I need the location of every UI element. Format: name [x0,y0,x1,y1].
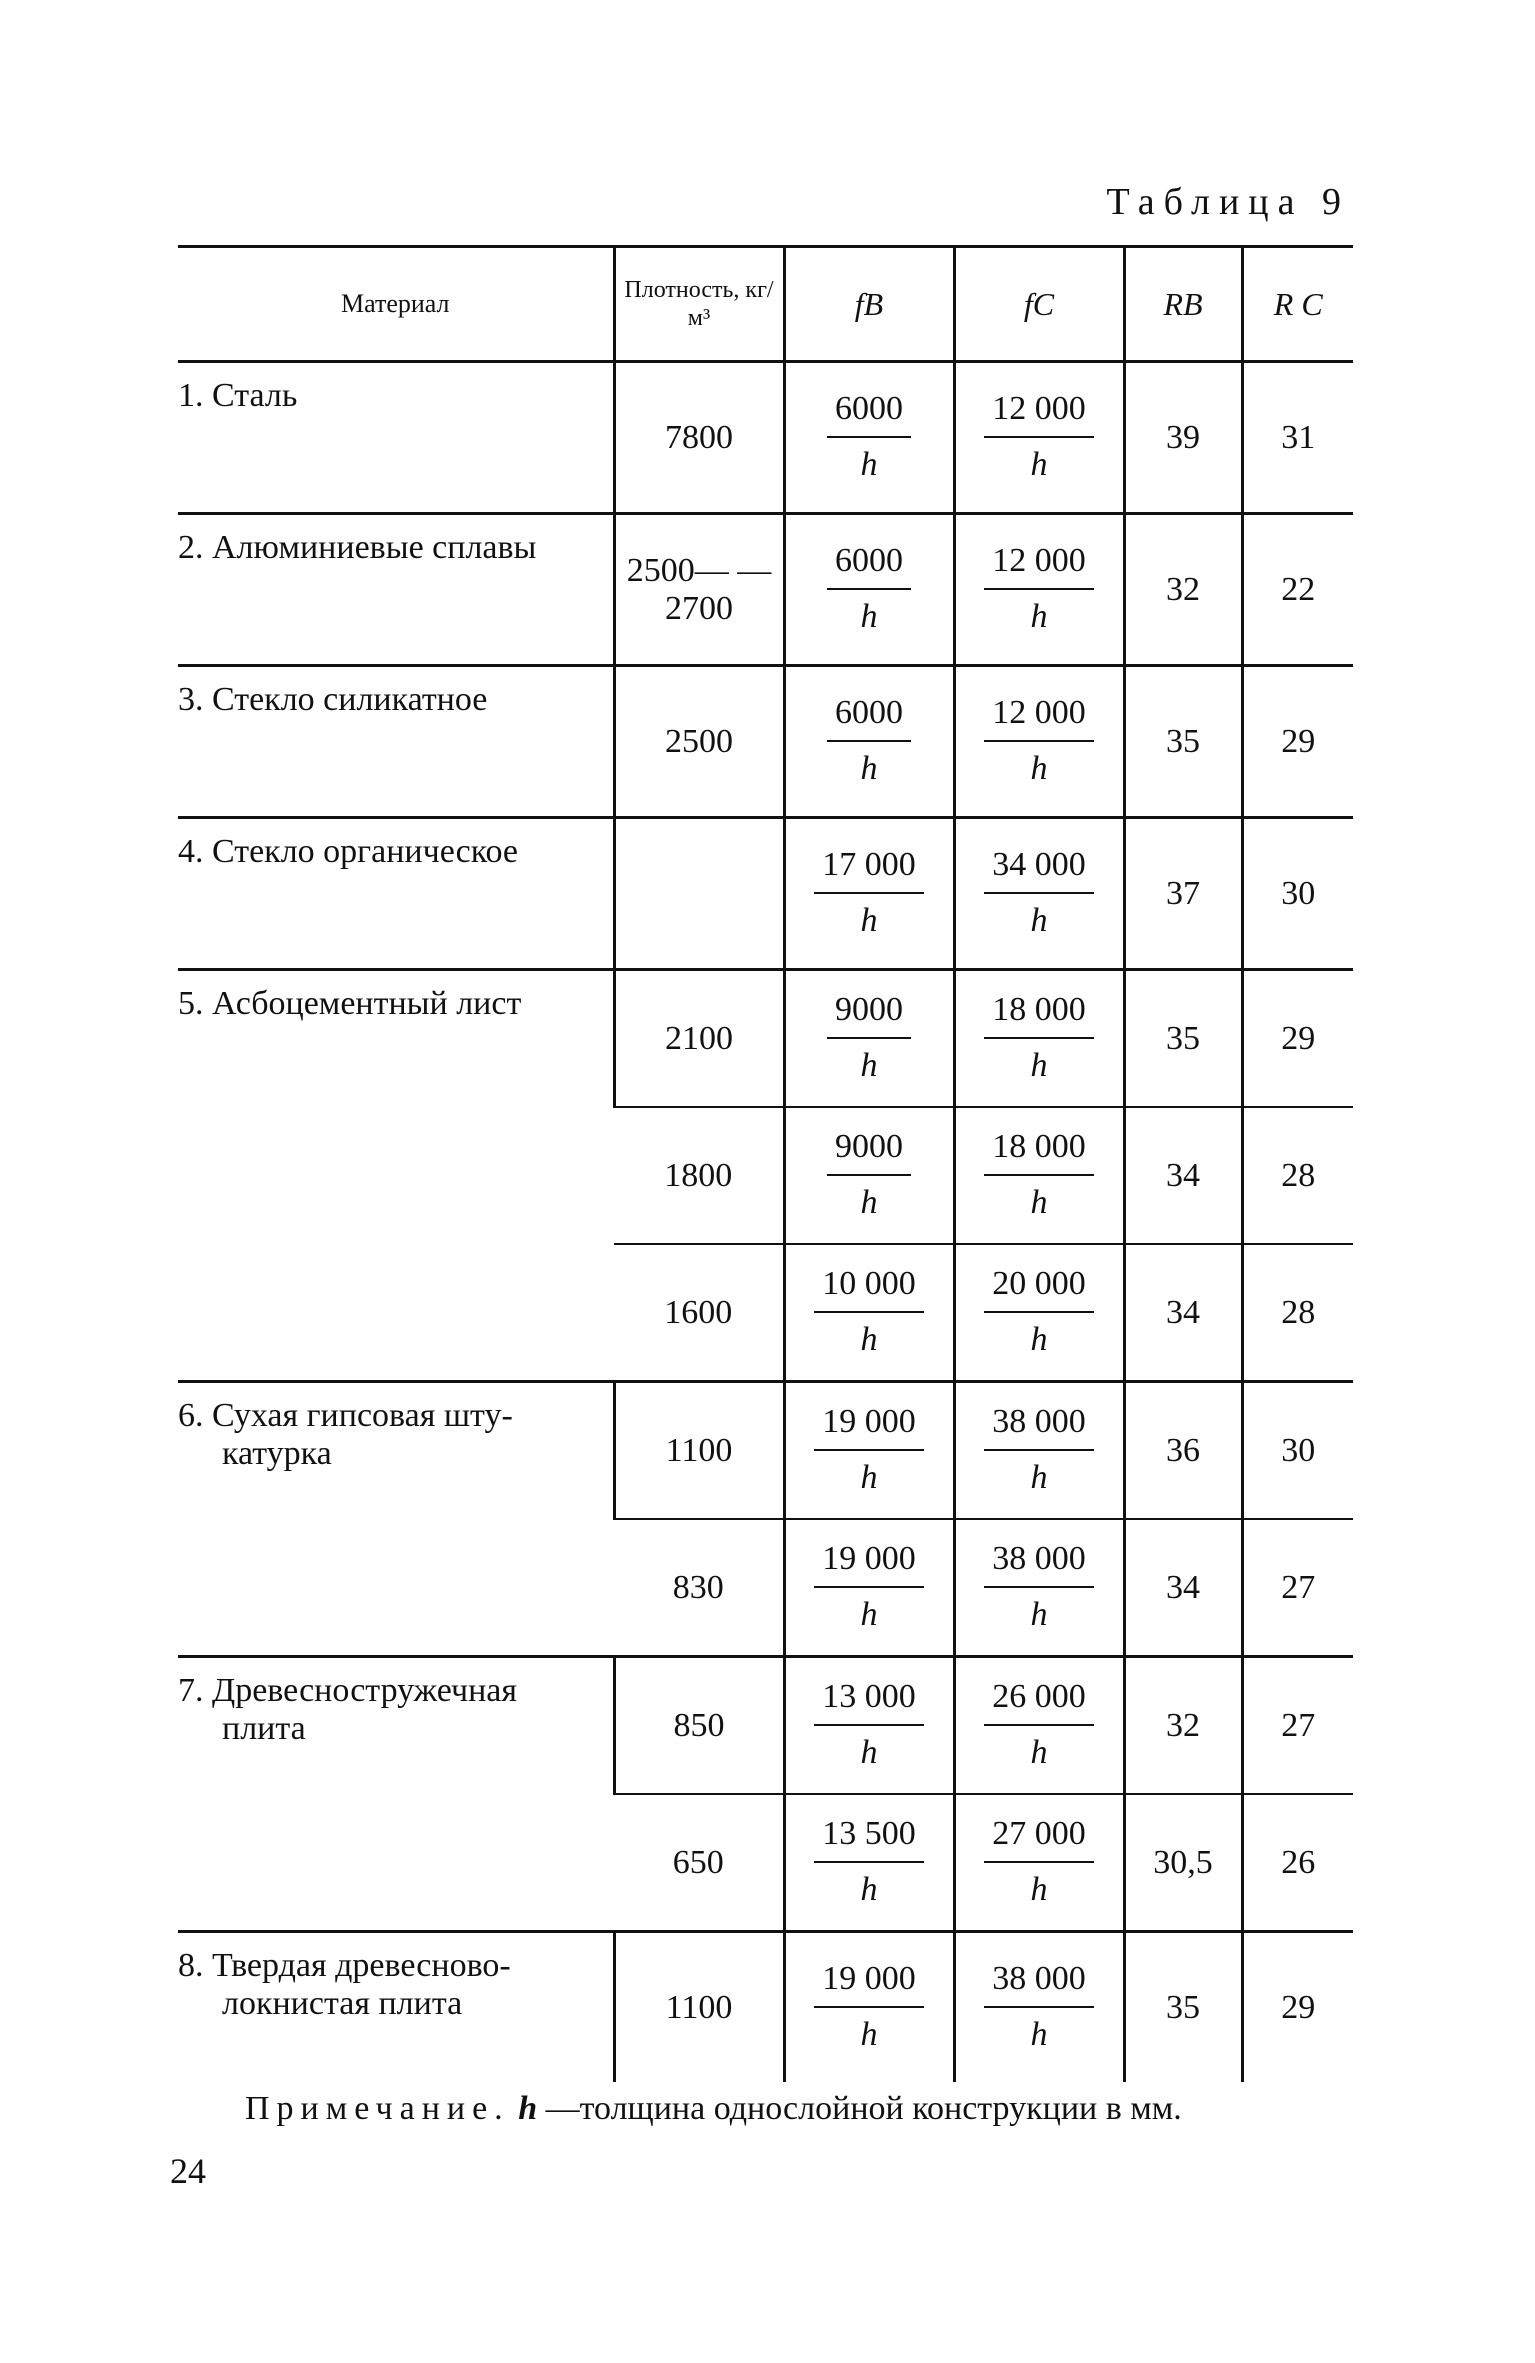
density-cell: 1100 [614,1932,784,2083]
fb-cell [784,1794,954,1932]
fb-cell-fraction [814,1677,924,1771]
material-name: 3. Стекло силикатное [178,681,488,718]
fb-cell [784,1244,954,1382]
rb-cell: 37 [1124,818,1242,970]
fc-cell-fraction [984,389,1094,483]
fc-cell-numerator: 38 000 [984,1542,1094,1588]
rc-cell: 29 [1242,1932,1353,2083]
fb-cell-fraction [814,845,924,939]
material-cell [178,1657,614,1932]
fc-cell-fraction [984,541,1094,635]
fb-cell-denominator: h [860,1046,878,1084]
fb-cell-denominator: h [860,901,878,939]
fc-cell-fraction [984,1402,1094,1496]
rb-cell: 39 [1124,362,1242,514]
rc-cell: 29 [1242,970,1353,1108]
fc-cell-denominator: h [1030,2015,1048,2053]
fc-cell-numerator: 38 000 [984,1962,1094,2008]
rb-cell: 32 [1124,514,1242,666]
table-row [178,362,1353,514]
fb-cell-denominator: h [860,749,878,787]
fc-cell-numerator: 27 000 [984,1817,1094,1863]
rb-cell: 32 [1124,1657,1242,1795]
fc-cell [954,1932,1124,2083]
fb-cell-numerator: 10 000 [814,1267,924,1313]
fb-cell-fraction [814,1402,924,1496]
fb-cell-fraction [827,389,911,483]
header-fb: fB [784,247,954,362]
fb-cell-numerator: 19 000 [814,1962,924,2008]
rc-cell: 28 [1242,1107,1353,1244]
fc-cell-denominator: h [1030,1595,1048,1633]
fb-cell-denominator: h [860,1595,878,1633]
fc-cell-denominator: h [1030,1733,1048,1771]
footnote-label: Примечание. [245,2090,510,2127]
fc-cell [954,1794,1124,1932]
fc-cell-denominator: h [1030,1320,1048,1358]
rb-cell: 34 [1124,1519,1242,1657]
fc-cell-fraction [984,1814,1094,1908]
table-body [178,362,1353,2083]
fb-cell-denominator: h [860,1320,878,1358]
fb-cell-numerator: 9000 [827,993,911,1039]
rb-cell: 35 [1124,1932,1242,2083]
fc-cell [954,818,1124,970]
header-rb: RB [1124,247,1242,362]
fb-cell-denominator: h [860,445,878,483]
material-cell [178,514,614,666]
rc-cell: 28 [1242,1244,1353,1382]
header-rc: R C [1242,247,1353,362]
materials-table [178,245,1353,2082]
fb-cell-numerator: 6000 [827,544,911,590]
rb-cell: 35 [1124,666,1242,818]
fb-cell-numerator: 13 500 [814,1817,924,1863]
fb-cell [784,970,954,1108]
fb-cell-fraction [827,541,911,635]
table-header-row [178,247,1353,362]
rb-cell: 30,5 [1124,1794,1242,1932]
fb-cell-fraction [827,693,911,787]
density-cell: 1100 [614,1382,784,1520]
fb-cell-fraction [827,1127,911,1221]
density-cell: 650 [614,1794,784,1932]
rc-cell: 26 [1242,1794,1353,1932]
table-row [178,514,1353,666]
fc-cell-fraction [984,1677,1094,1771]
fc-cell [954,1519,1124,1657]
fc-cell-denominator: h [1030,1870,1048,1908]
density-cell: 830 [614,1519,784,1657]
rc-cell: 27 [1242,1519,1353,1657]
rc-cell: 29 [1242,666,1353,818]
fb-cell [784,666,954,818]
fc-cell-fraction [984,1127,1094,1221]
fc-cell [954,1382,1124,1520]
fb-cell-numerator: 19 000 [814,1405,924,1451]
fb-cell-numerator: 6000 [827,392,911,438]
fb-cell-numerator: 9000 [827,1130,911,1176]
fc-cell [954,514,1124,666]
density-cell: 850 [614,1657,784,1795]
fb-cell-numerator: 6000 [827,696,911,742]
rb-cell: 36 [1124,1382,1242,1520]
fb-cell [784,1519,954,1657]
header-fc: fC [954,247,1124,362]
fb-cell-numerator: 17 000 [814,848,924,894]
density-cell: 7800 [614,362,784,514]
fb-cell-fraction [814,1539,924,1633]
fc-cell [954,1107,1124,1244]
fc-cell-numerator: 18 000 [984,993,1094,1039]
rb-cell: 34 [1124,1244,1242,1382]
rb-cell: 35 [1124,970,1242,1108]
material-name: 1. Сталь [178,377,298,414]
fc-cell [954,666,1124,818]
fc-cell-fraction [984,1539,1094,1633]
fb-cell-fraction [814,1264,924,1358]
page-number: 24 [170,2151,206,2191]
material-name-continued: локнистая плита [222,1985,463,2022]
table-row [178,1657,1353,1795]
rc-cell: 22 [1242,514,1353,666]
fb-cell-numerator: 19 000 [814,1542,924,1588]
fc-cell [954,970,1124,1108]
fc-cell-numerator: 18 000 [984,1130,1094,1176]
header-material: Материал [178,247,614,362]
fc-cell-numerator: 38 000 [984,1405,1094,1451]
material-name: 5. Асбоцементный лист [178,985,522,1022]
fb-cell-denominator: h [860,1733,878,1771]
table-row [178,970,1353,1108]
material-name: 6. Сухая гипсовая шту- [178,1397,513,1434]
fc-cell-numerator: 12 000 [984,392,1094,438]
fc-cell-fraction [984,990,1094,1084]
fc-cell-denominator: h [1030,597,1048,635]
material-cell [178,1932,614,2083]
fc-cell-fraction [984,1264,1094,1358]
material-name: 2. Алюминиевые сплавы [178,529,537,566]
material-cell [178,970,614,1382]
fb-cell-denominator: h [860,1870,878,1908]
footnote-text: —толщина однослойной конструкции в мм. [545,2090,1182,2127]
rb-cell: 34 [1124,1107,1242,1244]
material-cell [178,1382,614,1657]
density-cell: 2100 [614,970,784,1108]
footnote-symbol: h [518,2090,538,2127]
fc-cell-numerator: 26 000 [984,1680,1094,1726]
fc-cell-numerator: 12 000 [984,696,1094,742]
fc-cell-numerator: 12 000 [984,544,1094,590]
fb-cell-numerator: 13 000 [814,1680,924,1726]
fb-cell-fraction [814,1814,924,1908]
fc-cell-denominator: h [1030,1183,1048,1221]
density-cell: 1600 [614,1244,784,1382]
rc-cell: 27 [1242,1657,1353,1795]
fc-cell-denominator: h [1030,1046,1048,1084]
fb-cell-denominator: h [860,1458,878,1496]
material-name: 4. Стекло органическое [178,833,519,870]
fc-cell-numerator: 20 000 [984,1267,1094,1313]
fb-cell-fraction [814,1959,924,2053]
density-cell: 1800 [614,1107,784,1244]
material-cell [178,818,614,970]
fb-cell-denominator: h [860,1183,878,1221]
fb-cell [784,362,954,514]
table-caption: Таблица 9 [1106,181,1350,223]
density-cell [614,818,784,970]
material-name: 7. Древесностружечная [178,1672,517,1709]
fb-cell [784,1657,954,1795]
table-row [178,1382,1353,1520]
fc-cell [954,1657,1124,1795]
fc-cell [954,362,1124,514]
fb-cell [784,818,954,970]
fc-cell-denominator: h [1030,1458,1048,1496]
density-cell: 2500 [614,666,784,818]
fb-cell [784,1932,954,2083]
fc-cell-denominator: h [1030,901,1048,939]
material-cell [178,666,614,818]
rc-cell: 30 [1242,1382,1353,1520]
fc-cell-fraction [984,845,1094,939]
header-density: Плотность, кг/м³ [614,247,784,362]
fb-cell [784,1107,954,1244]
fc-cell [954,1244,1124,1382]
fb-cell [784,1382,954,1520]
table-row [178,818,1353,970]
fb-cell-denominator: h [860,597,878,635]
fc-cell-denominator: h [1030,445,1048,483]
density-cell: 2500— —2700 [614,514,784,666]
fb-cell-fraction [827,990,911,1084]
footnote [245,2090,1182,2128]
rc-cell: 30 [1242,818,1353,970]
table-row [178,666,1353,818]
fc-cell-fraction [984,693,1094,787]
fb-cell [784,514,954,666]
fc-cell-fraction [984,1959,1094,2053]
fc-cell-numerator: 34 000 [984,848,1094,894]
material-name: 8. Твердая древесново- [178,1947,511,1984]
fc-cell-denominator: h [1030,749,1048,787]
material-name-continued: катурка [222,1435,332,1472]
material-cell [178,362,614,514]
table-row [178,1932,1353,2083]
material-name-continued: плита [222,1710,306,1747]
rc-cell: 31 [1242,362,1353,514]
fb-cell-denominator: h [860,2015,878,2053]
